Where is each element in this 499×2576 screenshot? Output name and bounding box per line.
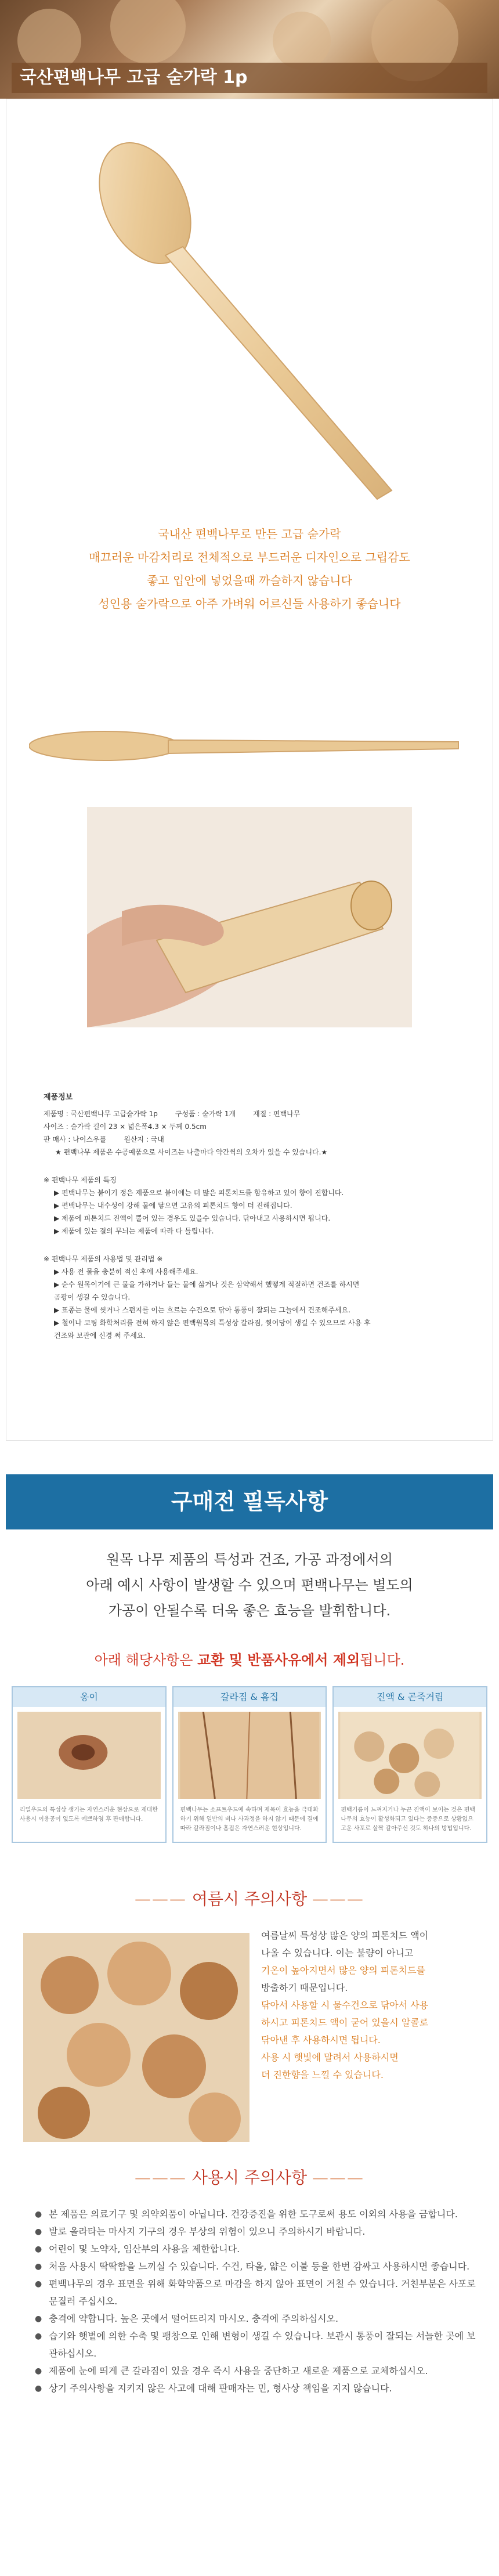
usage-title [0,2165,499,2188]
spoon-side-image [29,714,470,778]
exclusion-notice [0,1648,499,1669]
usage-item: ● 어린이 및 노약자, 임산부의 사용을 제한합니다. [35,2241,476,2258]
summer-line: 닦아낸 후 사용하시면 됩니다. [261,2034,381,2045]
usage-item: ● 상기 주의사항을 지키지 않은 사고에 대해 판매자는 민, 형사상 책임을 지지 않습니다. [35,2380,476,2397]
summer-line: 기온이 높아지면서 많은 양의 피톤치드를 [261,1965,426,1976]
care-item: 곰팡이 생길 수 있습니다. [54,1293,131,1301]
summer-line: 닦아서 사용할 시 물수건으로 닦아서 사용 [261,2000,429,2011]
spec-origin: 원산지 : 국내 [124,1135,164,1143]
care-item: 건조와 보관에 신경 써 주세요. [54,1332,146,1340]
exclusion-prefix: 아래 해당사항은 [94,1652,198,1668]
intro-line: 매끄러운 마감처리로 전체적으로 부드러운 디자인으로 그립감도 [89,550,410,564]
must-read-line: 원목 나무 제품의 특성과 건조, 가공 과정에서의 [106,1552,393,1568]
usage-item: ● 충격에 약합니다. 높은 곳에서 떨어뜨리지 마시오. 충격에 주의하십시오. [35,2310,476,2328]
card-title: 옹이 [13,1687,165,1707]
features-header: ※ 편백나무 제품의 특징 [44,1176,117,1184]
summer-line: 사용 시 햇빛에 말려서 사용하시면 [261,2052,399,2063]
spec-header: 제품정보 [44,1093,73,1102]
sap-photo [338,1712,482,1799]
usage-item: ● 편백나무의 경우 표면을 위해 화학약품으로 마감을 하지 않아 표면이 거칠 수 있습니다. 거친부분은 사포로 문질러 주십시오. [35,2275,476,2310]
spec-note: ★ 편백나무 제품은 수공예품으로 사이즈는 나출마다 약간씩의 오차가 있을 수 있습니다.★ [55,1148,328,1156]
spec-block [44,1091,450,1342]
spoon-vertical-image [70,128,418,511]
usage-item: ● 처음 사용시 딱딱함을 느끼실 수 있습니다. 수건, 타올, 얇은 이불 등을 한번 감싸고 사용하시면 좋습니다. [35,2258,476,2275]
must-read-line: 가공이 안될수록 더욱 좋은 효능을 발휘합니다. [108,1603,391,1619]
wood-chip-image [273,12,331,70]
summer-text [261,1927,482,2084]
card-title: 갈라짐 & 흠집 [173,1687,326,1707]
divider: ——— [312,1889,365,1908]
exclusion-suffix: 됩니다. [360,1652,405,1668]
intro-text [0,522,499,615]
care-header: ※ 편백나무 제품의 사용법 및 관리법 ※ [44,1255,163,1263]
spec-components: 구성품 : 숟가락 1개 [175,1110,236,1118]
summer-title-text: 여름시 주의사항 [191,1889,308,1908]
card-text: 리얼우드의 특성상 생기는 자연스러운 현상으로 제대한 사용시 이용공이 없도록 예쁘하영 후 판매합니다. [20,1807,158,1823]
spec-name: 제품명 : 국산편백나무 고급숟가락 1p [44,1110,158,1118]
care-item: ▶ 표종는 물에 씻거나 스펀지를 이는 흐르는 수건으로 닦아 통풍이 잘되는 그늘에서 건조해주세요. [54,1306,350,1314]
exclusion-bold: 교환 및 반품사유에서 제외 [197,1652,360,1668]
crack-photo [178,1712,321,1799]
summer-line: 더 진한향을 느낄 수 있습니다. [261,2069,384,2080]
must-read-header: 구매전 필독사항 [6,1474,493,1529]
card-title: 진액 & 곤죽거림 [334,1687,486,1707]
card-knot [12,1686,167,1843]
usage-item: ● 본 제품은 의료기구 및 의약외품이 아닙니다. 건강증진을 위한 도구로써 용도 이외의 사용을 금합니다. [35,2206,476,2223]
card-text: 편백나무는 소프트우드에 속하며 제목이 효능을 극대화 하기 위해 일반의 비나 사과정을 하지 않기 때문에 결에 따라 갈라짐이나 흠집은 자연스러운 현상입니다. [180,1807,319,1832]
feature-item: ▶ 제품에 있는 결의 무늬는 제품에 따라 다 틀립니다. [54,1227,214,1235]
usage-item: ● 제품에 눈에 띄게 큰 갈라짐이 있을 경우 즉시 사용을 중단하고 새로운 제품으로 교체하십시오. [35,2362,476,2380]
summer-line: 하시고 피톤치드 액이 굳어 있을시 알콜로 [261,2017,429,2028]
summer-title [0,1886,499,1910]
care-section [44,1253,450,1342]
usage-list [35,2206,476,2397]
divider: ——— [134,2168,187,2187]
knot-photo [17,1712,161,1799]
must-read-line: 아래 예시 사항이 발생할 수 있으며 편백나무는 별도의 [86,1577,413,1593]
wood-blocks-photo [23,1933,250,2142]
card-crack [172,1686,327,1843]
usage-title-text: 사용시 주의사항 [191,2168,308,2187]
care-item: ▶ 순수 원목이기에 큰 물을 가하거나 들는 물에 삶거나 것은 삼약해서 했떻게 적절하면 건조를 하시면 [54,1280,360,1289]
features-section [44,1174,450,1238]
header-banner [0,0,499,99]
spec-maker: 판 매사 : 나이스우플 [44,1135,107,1143]
feature-item: ▶ 제품에 피톤치드 진액이 뿔어 있는 경우도 있을수 있습니다. 닦아내고 사용하시면 됩니다. [54,1214,331,1222]
divider: ——— [134,1889,187,1908]
intro-line: 성인용 숟가락으로 아주 가벼워 어르신들 사용하기 좋습니다 [98,597,401,611]
divider: ——— [312,2168,365,2187]
summer-line: 나올 수 있습니다. 이는 불량이 아니고 [261,1947,414,1958]
card-sap [332,1686,487,1843]
wood-chip-image [110,0,186,64]
example-cards [12,1686,487,1843]
product-title: 국산편백나무 고급 숟가락 1p [12,63,487,93]
intro-line: 국내산 편백나무로 만든 고급 숟가락 [158,527,341,541]
feature-item: ▶ 편백나무는 내수성이 강해 물에 닿으면 고유의 피톤치드 향이 더 진해집니다. [54,1202,292,1210]
usage-item: ● 발로 올라타는 마사지 기구의 경우 부상의 위험이 있으니 주의하시기 바랍니다. [35,2223,476,2241]
care-item: ▶ 사용 전 물을 충분히 적신 후에 사용해주세요. [54,1268,198,1276]
spec-size: 사이즈 : 숟가락 길이 23 × 넓은폭4.3 × 두께 0.5cm [44,1123,207,1131]
intro-line: 좋고 입안에 넣었을때 까슬하지 않습니다 [147,573,352,587]
summer-line: 방출하기 때문입니다. [261,1982,348,1993]
usage-item: ● 습기와 햇볕에 의한 수축 및 팽창으로 인해 변형이 생길 수 있습니다. 보관시 통풍이 잘되는 서늘한 곳에 보관하십시오. [35,2328,476,2362]
hand-holding-photo [87,807,412,1027]
card-text: 편백기름이 느껴지거나 누끈 진액이 보이는 것은 편백나무의 효능이 활성화되고 있다는 증증으로 상황없으 고운 사포로 살짝 갈아주신 것도 하나의 방법입니다. [341,1807,475,1832]
summer-line: 여름날씨 특성상 많은 양의 피톤치드 액이 [261,1930,429,1941]
must-read-text [0,1547,499,1623]
care-item: ▶ 철이나 코팅 화학처리를 전혀 하지 않은 편백원목의 특성상 갈라짐, 찢어당이 생길 수 있으므로 사용 후 [54,1319,371,1327]
feature-item: ▶ 편백나무는 붙이기 정은 제품으로 붙이에는 더 많은 피톤치드를 함유하고 있어 향이 진합니다. [54,1189,344,1197]
spec-material: 재질 : 편백나무 [253,1110,301,1118]
